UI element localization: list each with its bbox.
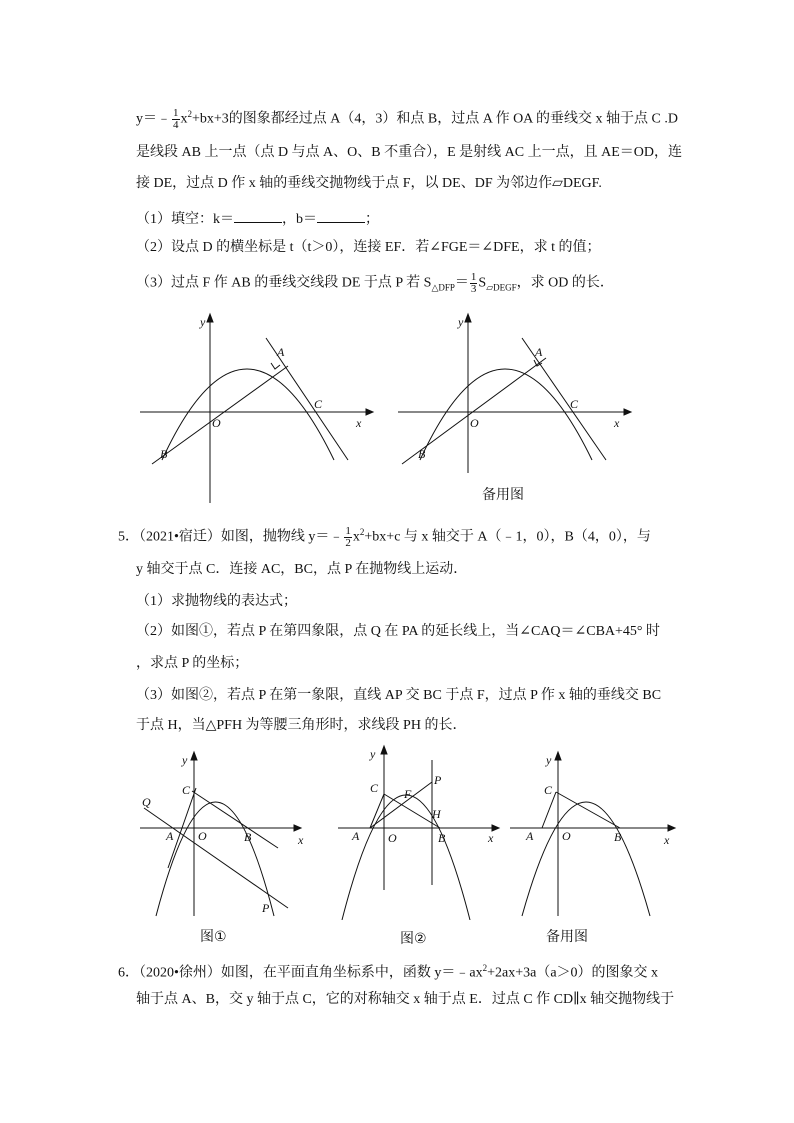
p5-line1-a: 5．（2021•宿迁）如图，抛物线 y＝﹣ (118, 529, 344, 545)
line-qp (144, 808, 288, 908)
p6-line2: 轴于点 A、B，交 y 轴于点 C，它的对称轴交 x 轴于点 E．过点 C 作 CD∥x 轴交抛物线于 (136, 992, 675, 1007)
frac-den: 4 (173, 118, 179, 131)
p5-q3a: （3）如图②，若点 P 在第一象限，直线 AP 交 BC 于点 F，过点 P 作 x 轴的垂线交 BC (136, 688, 662, 703)
label-c: C (314, 397, 323, 411)
p5-line1-c: +bx+c 与 x 轴交于 A（﹣1，0），B（4，0），与 (364, 529, 651, 545)
figure5-2-svg (336, 740, 506, 920)
figure4-main (138, 308, 378, 508)
p4-q2: （2）设点 D 的横坐标是 t（t＞0），连接 EF．若∠FGE＝∠DFE，求 t 的值； (136, 240, 601, 255)
label-f: F (404, 787, 412, 801)
subscript-degf: ▱DEGF (486, 282, 517, 293)
figure5-1-svg (138, 748, 308, 920)
label-o: O (212, 416, 221, 430)
q3-s: S (478, 275, 487, 291)
frac-num: 1 (470, 271, 477, 283)
figure4-backup-svg (396, 308, 636, 508)
p4-q3 (136, 272, 614, 298)
p5-q3b: 于点 H，当△PFH 为等腰三角形时，求线段 PH 的长． (136, 718, 467, 733)
q3-text-b: ，求 OD 的长． (516, 275, 614, 291)
p5-q2a: （2）如图①，若点 P 在第四象限，点 Q 在 PA 的延长线上，当∠CAQ＝∠CBA+45° 时 (136, 624, 661, 639)
parabola (522, 802, 650, 916)
p4-line3: 接 DE，过点 D 作 x 轴的垂线交抛物线于点 F，以 DE、DF 为邻边作▱DEGF. (136, 176, 602, 191)
label-x: x (356, 416, 362, 430)
y-arrow (207, 314, 213, 322)
label-o: O (562, 829, 571, 843)
label-c: C (570, 397, 579, 411)
fig5-caption-3: 备用图 (546, 928, 588, 944)
label-y: y (546, 753, 552, 767)
label-y: y (182, 753, 188, 767)
label-y: y (370, 747, 376, 761)
q1-text-c: ； (365, 212, 379, 227)
superscript: 2 (359, 527, 365, 537)
x-arrow (366, 409, 373, 415)
frac-num: 1 (345, 524, 351, 537)
frac-den: 3 (470, 283, 477, 295)
label-a: A (526, 829, 534, 843)
parabola (156, 802, 274, 916)
y-arrow (191, 752, 197, 760)
superscript: 2 (482, 963, 488, 973)
p4-line2: 是线段 AB 上一点（点 D 与点 A、O、B 不重合），E 是射线 AC 上一点，且 AE＝OD，连 (136, 145, 682, 160)
parabola (420, 369, 592, 460)
p5-q1: （1）求抛物线的表达式； (136, 594, 297, 609)
p5-line1 (118, 522, 651, 549)
subscript-dfp: △DFP (431, 282, 455, 293)
x-arrow (668, 825, 675, 831)
label-h: H (432, 807, 441, 821)
y-arrow (555, 752, 561, 760)
line-cb (556, 792, 620, 828)
label-a: A (277, 345, 285, 359)
line-ac (542, 792, 556, 828)
p6-line1-b: +2ax+3a（a＞0）的图象交 x (487, 965, 659, 981)
parabola (162, 369, 334, 460)
p5-line1-b: x (352, 529, 360, 545)
label-y: y (200, 315, 206, 329)
label-a: A (535, 345, 543, 359)
q1-text-b: ，b＝ (282, 212, 317, 227)
p6-line1 (118, 958, 658, 984)
figure5-backup-svg (508, 748, 680, 920)
parabola (342, 795, 470, 920)
label-c: C (182, 783, 191, 797)
label-b: B (244, 830, 252, 844)
p6-line1-a: 6．（2020•徐州）如图，在平面直角坐标系中，函数 y＝﹣ax (118, 965, 483, 981)
y-arrow (465, 314, 471, 322)
p4-q1 (136, 208, 379, 230)
label-y: y (458, 315, 464, 329)
p5-line2: y 轴交于点 C．连接 AC，BC，点 P 在抛物线上运动． (136, 562, 468, 577)
label-x: x (664, 833, 670, 847)
x-arrow (624, 409, 631, 415)
q3-eq: ＝ (454, 275, 469, 291)
fig4-backup-caption: 备用图 (482, 486, 524, 502)
blank-k (234, 208, 282, 223)
label-a: A (352, 829, 360, 843)
q1-text-a: （1）填空：k＝ (136, 212, 234, 227)
label-b: B (160, 447, 168, 461)
q3-fraction (470, 272, 478, 295)
p4-line1-a: y＝﹣ (136, 111, 171, 127)
y-arrow (381, 746, 387, 754)
p4-line1-c: +bx+3的图象都经过点 A（4，3）和点 B，过点 A 作 OA 的垂线交 x 轴于点 C .D (192, 111, 678, 127)
fig5-caption-2: 图② (400, 930, 427, 946)
p4-line1-b: x (180, 111, 188, 127)
label-o: O (470, 416, 479, 430)
label-x: x (298, 833, 304, 847)
x-arrow (294, 825, 301, 831)
fig5-caption-1: 图① (200, 928, 227, 944)
p4-line1 (136, 104, 678, 131)
label-b: B (438, 831, 446, 845)
figure5-1 (138, 748, 308, 920)
right-angle-mark (271, 363, 280, 369)
label-p: P (434, 773, 442, 787)
figure4-main-svg (138, 308, 378, 508)
figure5-2 (336, 740, 506, 920)
figure5-backup (508, 748, 680, 920)
label-c: C (370, 781, 379, 795)
label-x: x (488, 831, 494, 845)
superscript: 2 (187, 109, 192, 119)
label-q: Q (142, 795, 151, 809)
label-b: B (614, 830, 622, 844)
blank-b (317, 208, 365, 223)
label-c: C (544, 783, 553, 797)
p4-fraction (172, 108, 180, 131)
line-ab (152, 366, 288, 464)
label-a: A (166, 829, 174, 843)
label-x: x (614, 416, 620, 430)
label-p: P (262, 901, 270, 915)
frac-num: 1 (173, 106, 179, 119)
figure4-backup (396, 308, 636, 508)
frac-den: 2 (345, 536, 351, 549)
p5-fraction (344, 526, 352, 549)
q3-text-a: （3）过点 F 作 AB 的垂线交线段 DE 于点 P 若 S (136, 275, 432, 291)
label-o: O (388, 831, 397, 845)
label-o: O (198, 829, 207, 843)
label-b: B (418, 447, 426, 461)
p5-q2b: ，求点 P 的坐标； (136, 656, 249, 671)
